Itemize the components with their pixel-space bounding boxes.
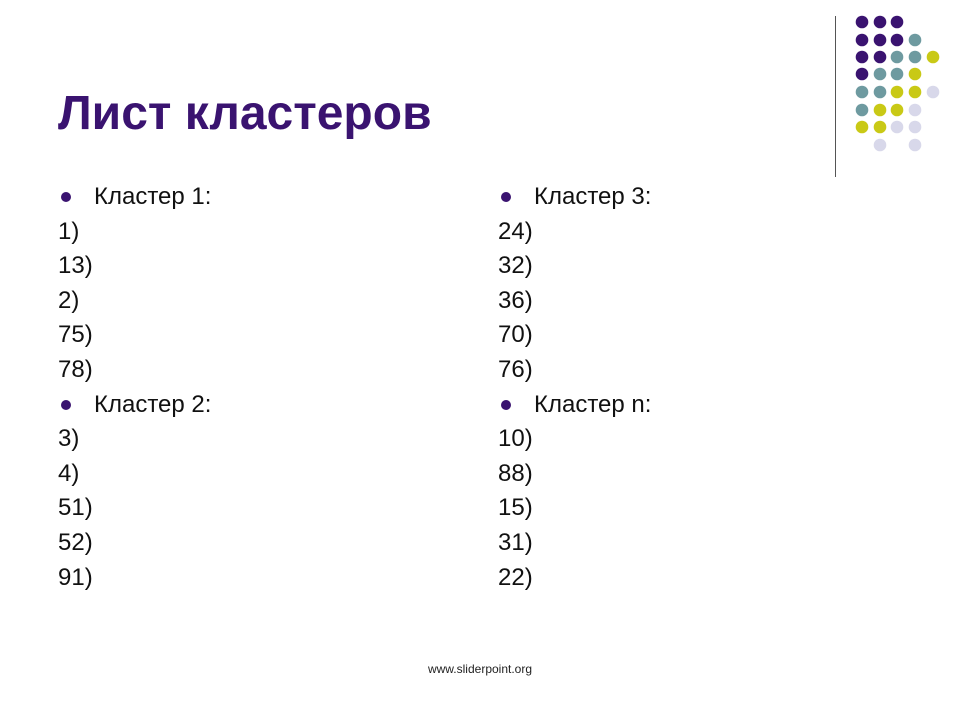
cluster-item: 15) [498, 494, 533, 522]
footer-source: www.sliderpoint.org [427, 662, 533, 676]
cluster-heading [498, 388, 858, 423]
decorative-dot [909, 51, 922, 64]
bullet-icon [501, 192, 511, 202]
cluster-column-right [498, 180, 858, 595]
cluster-item: 91) [58, 563, 93, 591]
bullet-icon [61, 400, 71, 410]
decorative-dot [927, 51, 940, 64]
decorative-dot [891, 86, 904, 99]
cluster-item: 70) [498, 321, 533, 349]
decorative-dot [874, 139, 887, 152]
cluster-item: 4) [58, 459, 80, 487]
divider-line [835, 16, 836, 177]
decorative-dot [856, 86, 869, 99]
decorative-dot [909, 104, 922, 117]
cluster-item: 31) [498, 528, 533, 556]
decorative-dot [856, 104, 869, 117]
cluster-item: 3) [58, 425, 80, 453]
decorative-dot [909, 139, 922, 152]
decorative-dot [891, 104, 904, 117]
decorative-dot [874, 121, 887, 134]
cluster-item: 10) [498, 425, 533, 453]
decorative-dot [856, 16, 869, 29]
decorative-dot [891, 34, 904, 47]
cluster-item: 51) [58, 494, 93, 522]
decorative-dot [909, 68, 922, 81]
cluster-item: 13) [58, 252, 93, 280]
cluster-item: 2) [58, 286, 80, 314]
cluster-item: 88) [498, 459, 533, 487]
decorative-dot [874, 86, 887, 99]
bullet-icon [501, 400, 511, 410]
cluster-item: 52) [58, 528, 93, 556]
decorative-dot [874, 16, 887, 29]
cluster-heading-label: Кластер n: [534, 390, 652, 418]
cluster-heading-label: Кластер 3: [534, 183, 652, 210]
decorative-dot [874, 68, 887, 81]
decorative-dot [874, 104, 887, 117]
cluster-item: 76) [498, 355, 533, 383]
cluster-heading [498, 180, 858, 215]
cluster-heading [58, 180, 418, 215]
page-title: Лист кластеров [58, 87, 432, 140]
decorative-dot [891, 121, 904, 134]
decorative-dot [909, 86, 922, 99]
decorative-dot [891, 51, 904, 64]
cluster-item: 75) [58, 321, 93, 349]
cluster-item: 78) [58, 355, 93, 383]
cluster-item: 32) [498, 252, 533, 280]
cluster-item: 22) [498, 563, 533, 591]
decorative-dot [909, 121, 922, 134]
decorative-dot [927, 86, 940, 99]
decorative-dot [856, 34, 869, 47]
decorative-dot [909, 34, 922, 47]
cluster-heading-label: Кластер 2: [94, 390, 212, 418]
decorative-dot [891, 68, 904, 81]
decorative-dot [891, 16, 904, 29]
decorative-dot [856, 51, 869, 64]
decorative-dot [856, 68, 869, 81]
cluster-heading [58, 388, 418, 423]
cluster-item: 1) [58, 217, 80, 245]
decorative-dot [874, 51, 887, 64]
cluster-item: 24) [498, 217, 533, 245]
cluster-item: 36) [498, 286, 533, 314]
decorative-dot [856, 121, 869, 134]
decorative-dot [874, 34, 887, 47]
cluster-column-left [58, 180, 418, 595]
bullet-icon [61, 192, 71, 202]
cluster-heading-label: Кластер 1: [94, 183, 212, 210]
